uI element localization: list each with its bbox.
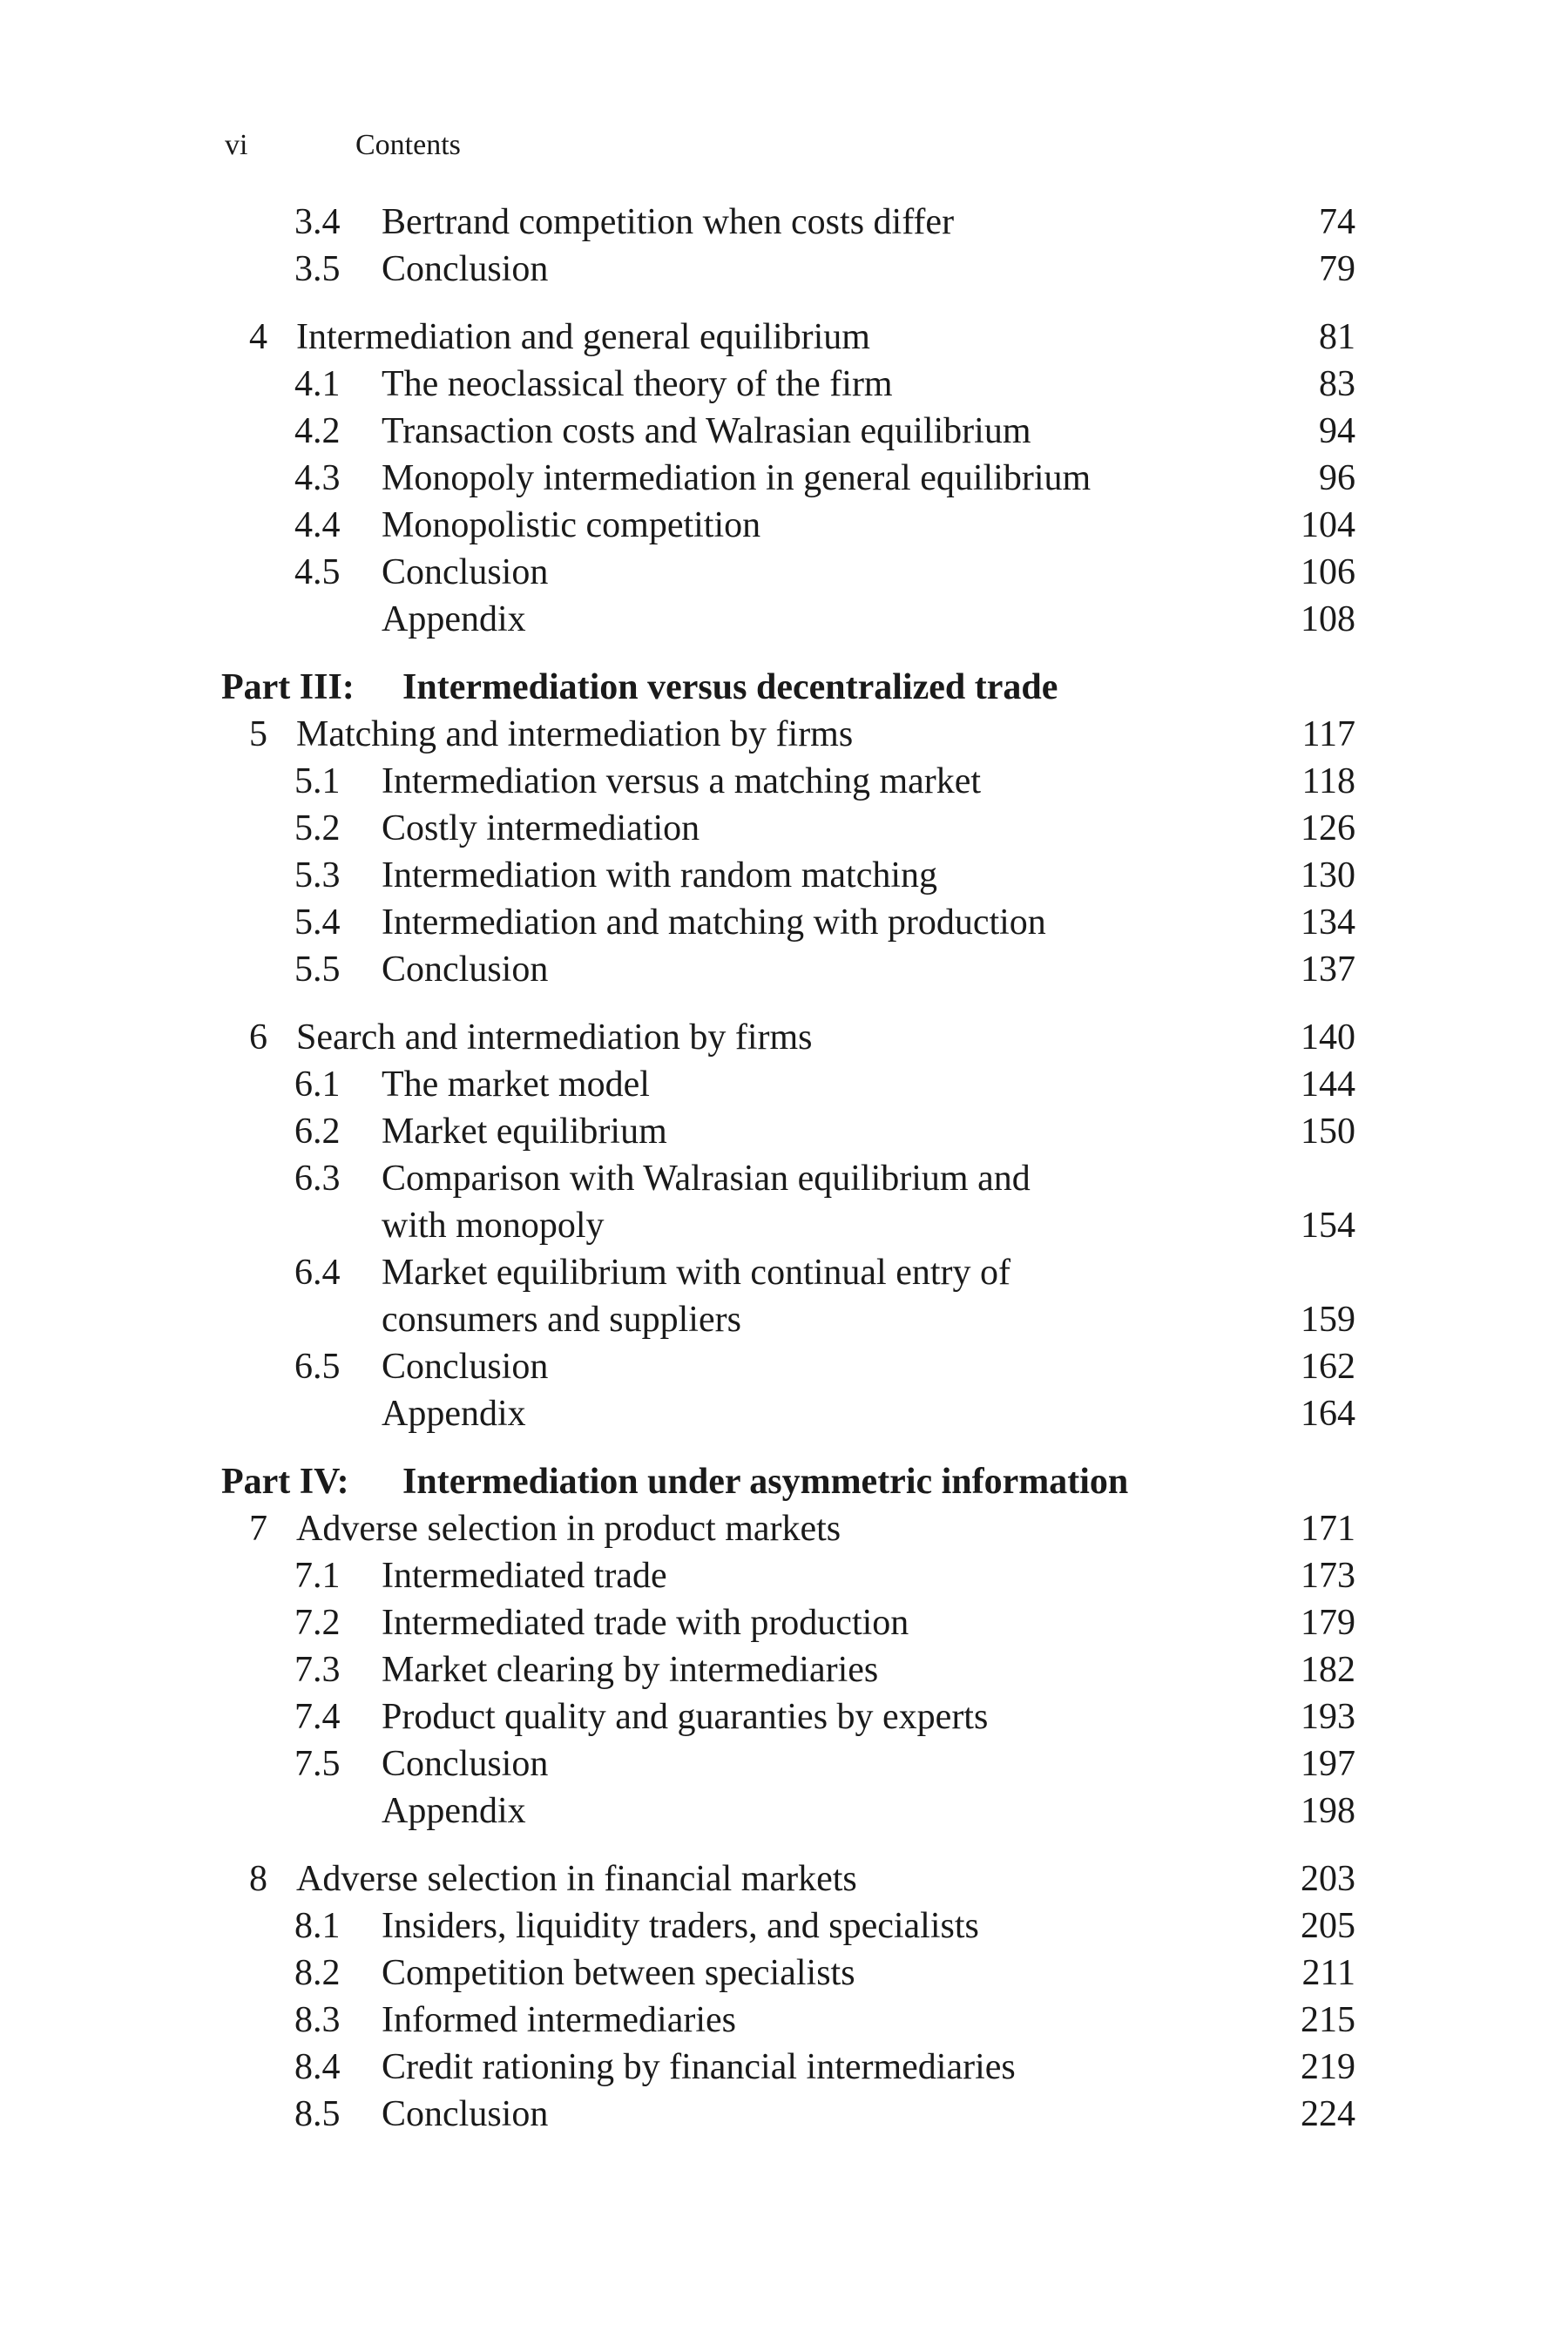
toc-section-entry — [0, 455, 1568, 502]
toc-section-entry — [0, 2091, 1568, 2138]
chapter-title: Intermediation and general equilibrium — [296, 317, 870, 357]
section-number: 5.2 — [294, 808, 341, 848]
section-number: 6.3 — [294, 1159, 341, 1199]
page-number: 83 — [1319, 364, 1355, 404]
toc-section-entry — [0, 1552, 1568, 1599]
section-title: Bertrand competition when costs differ — [382, 202, 955, 242]
toc-part-heading — [0, 1458, 1568, 1505]
part-title: Intermediation under asymmetric information — [402, 1462, 1129, 1502]
part-label: Part III: — [221, 667, 355, 707]
section-title: Appendix — [382, 599, 526, 639]
section-title: Intermediation versus a matching market — [382, 761, 982, 801]
toc-chapter-entry — [0, 314, 1568, 361]
page-number: 164 — [1301, 1394, 1355, 1434]
section-title: Product quality and guaranties by experts — [382, 1697, 989, 1737]
chapter-title: Matching and intermediation by firms — [296, 714, 854, 754]
toc-section-entry — [0, 1693, 1568, 1740]
page-number: 162 — [1301, 1347, 1355, 1387]
section-number: 4.5 — [294, 552, 341, 592]
section-title: Conclusion — [382, 1347, 549, 1387]
page-number: 130 — [1301, 855, 1355, 896]
section-number: 8.5 — [294, 2094, 341, 2134]
toc-section-entry — [0, 2044, 1568, 2091]
page-number: 108 — [1301, 599, 1355, 639]
section-number: 6.5 — [294, 1347, 341, 1387]
toc-section-entry — [0, 1646, 1568, 1693]
section-title: Conclusion — [382, 552, 549, 592]
chapter-number: 4 — [249, 317, 267, 357]
toc-section-entry — [0, 1155, 1568, 1202]
section-number: 6.4 — [294, 1253, 341, 1293]
toc-section-entry — [0, 1740, 1568, 1788]
section-title: Conclusion — [382, 249, 549, 289]
section-number: 5.1 — [294, 761, 341, 801]
page-number: 219 — [1301, 2047, 1355, 2087]
section-title: Conclusion — [382, 1744, 549, 1784]
section-title: Intermediation and matching with production — [382, 902, 1046, 943]
page-number: 173 — [1301, 1556, 1355, 1596]
page-number: 182 — [1301, 1650, 1355, 1690]
toc-section-entry — [0, 946, 1568, 993]
section-title: Conclusion — [382, 2094, 549, 2134]
toc-section-entry — [0, 1997, 1568, 2044]
toc-section-entry — [0, 1249, 1568, 1296]
section-number: 8.4 — [294, 2047, 341, 2087]
chapter-number: 7 — [249, 1509, 267, 1549]
toc-section-entry — [0, 502, 1568, 549]
section-title: Monopolistic competition — [382, 505, 761, 545]
page-number: 79 — [1319, 249, 1355, 289]
toc-section-entry — [0, 246, 1568, 293]
page-number: 198 — [1301, 1791, 1355, 1831]
toc-section-entry — [0, 1950, 1568, 1997]
page-header — [0, 129, 1568, 164]
section-number: 4.3 — [294, 458, 341, 498]
part-label: Part IV: — [221, 1462, 349, 1502]
toc-section-entry — [0, 408, 1568, 455]
table-of-contents — [0, 199, 1568, 2138]
section-number: 5.3 — [294, 855, 341, 896]
page-number: 203 — [1301, 1859, 1355, 1899]
toc-section-entry — [0, 1108, 1568, 1155]
toc-section-entry — [0, 199, 1568, 246]
toc-section-entry — [0, 852, 1568, 899]
section-title: Intermediated trade — [382, 1556, 667, 1596]
toc-spacer — [0, 643, 1568, 664]
page-folio: vi — [225, 129, 248, 161]
section-number: 7.3 — [294, 1650, 341, 1690]
section-title: Intermediation with random matching — [382, 855, 937, 896]
section-number: 4.1 — [294, 364, 341, 404]
page-number: 94 — [1319, 411, 1355, 451]
toc-section-entry — [0, 758, 1568, 805]
toc-spacer — [0, 1835, 1568, 1855]
toc-section-entry — [0, 1296, 1568, 1343]
page-number: 140 — [1301, 1017, 1355, 1058]
page-number: 150 — [1301, 1112, 1355, 1152]
section-number: 4.4 — [294, 505, 341, 545]
toc-section-entry — [0, 1390, 1568, 1437]
section-title: Intermediated trade with production — [382, 1603, 909, 1643]
toc-section-entry — [0, 549, 1568, 596]
toc-section-entry — [0, 1599, 1568, 1646]
section-number: 8.3 — [294, 2000, 341, 2040]
toc-section-entry — [0, 361, 1568, 408]
section-title: The market model — [382, 1064, 650, 1105]
section-title: Market equilibrium with continual entry of — [382, 1253, 1010, 1293]
toc-chapter-entry — [0, 1014, 1568, 1061]
section-title: Appendix — [382, 1791, 526, 1831]
section-title: with monopoly — [382, 1206, 605, 1246]
toc-section-entry — [0, 805, 1568, 852]
chapter-title: Adverse selection in financial markets — [296, 1859, 857, 1899]
section-number: 5.5 — [294, 950, 341, 990]
section-title: The neoclassical theory of the firm — [382, 364, 893, 404]
section-number: 7.2 — [294, 1603, 341, 1643]
toc-section-entry — [0, 1903, 1568, 1950]
section-number: 8.2 — [294, 1953, 341, 1993]
section-number: 7.4 — [294, 1697, 341, 1737]
toc-section-entry — [0, 1061, 1568, 1108]
page-number: 205 — [1301, 1906, 1355, 1946]
section-number: 7.5 — [294, 1744, 341, 1784]
page-number: 137 — [1301, 950, 1355, 990]
section-title: Appendix — [382, 1394, 526, 1434]
section-title: Informed intermediaries — [382, 2000, 736, 2040]
page-number: 96 — [1319, 458, 1355, 498]
toc-section-entry — [0, 1202, 1568, 1249]
section-number: 6.1 — [294, 1064, 341, 1105]
section-title: Monopoly intermediation in general equilibrium — [382, 458, 1092, 498]
page-number: 179 — [1301, 1603, 1355, 1643]
page-number: 74 — [1319, 202, 1355, 242]
page-number: 193 — [1301, 1697, 1355, 1737]
section-title: Credit rationing by financial intermediaries — [382, 2047, 1016, 2087]
section-number: 5.4 — [294, 902, 341, 943]
section-title: Costly intermediation — [382, 808, 700, 848]
running-title: Contents — [355, 129, 461, 161]
toc-part-heading — [0, 664, 1568, 711]
toc-chapter-entry — [0, 1505, 1568, 1552]
toc-chapter-entry — [0, 1855, 1568, 1903]
page-number: 215 — [1301, 2000, 1355, 2040]
page-number: 197 — [1301, 1744, 1355, 1784]
section-title: Market clearing by intermediaries — [382, 1650, 879, 1690]
section-title: Comparison with Walrasian equilibrium and — [382, 1159, 1031, 1199]
page-number: 159 — [1301, 1300, 1355, 1340]
section-title: Market equilibrium — [382, 1112, 667, 1152]
chapter-number: 6 — [249, 1017, 267, 1058]
page-number: 117 — [1301, 714, 1355, 754]
toc-section-entry — [0, 899, 1568, 946]
page-number: 211 — [1301, 1953, 1355, 1993]
toc-section-entry — [0, 1343, 1568, 1390]
chapter-title: Adverse selection in product markets — [296, 1509, 841, 1549]
page-number: 134 — [1301, 902, 1355, 943]
page-number: 154 — [1301, 1206, 1355, 1246]
section-number: 3.4 — [294, 202, 341, 242]
chapter-number: 8 — [249, 1859, 267, 1899]
toc-section-entry — [0, 596, 1568, 643]
toc-spacer — [0, 293, 1568, 314]
page-number: 104 — [1301, 505, 1355, 545]
page-number: 171 — [1301, 1509, 1355, 1549]
toc-chapter-entry — [0, 711, 1568, 758]
chapter-number: 5 — [249, 714, 267, 754]
section-number: 7.1 — [294, 1556, 341, 1596]
page-number: 144 — [1301, 1064, 1355, 1105]
toc-spacer — [0, 993, 1568, 1014]
page-number: 106 — [1301, 552, 1355, 592]
section-number: 4.2 — [294, 411, 341, 451]
section-title: Conclusion — [382, 950, 549, 990]
section-title: Transaction costs and Walrasian equilibrium — [382, 411, 1031, 451]
toc-spacer — [0, 1437, 1568, 1458]
section-number: 6.2 — [294, 1112, 341, 1152]
section-title: Insiders, liquidity traders, and specialists — [382, 1906, 979, 1946]
section-number: 8.1 — [294, 1906, 341, 1946]
page-number: 81 — [1319, 317, 1355, 357]
page-number: 118 — [1301, 761, 1355, 801]
toc-section-entry — [0, 1788, 1568, 1835]
page-number: 224 — [1301, 2094, 1355, 2134]
section-number: 3.5 — [294, 249, 341, 289]
page-number: 126 — [1301, 808, 1355, 848]
section-title: consumers and suppliers — [382, 1300, 741, 1340]
section-title: Competition between specialists — [382, 1953, 855, 1993]
part-title: Intermediation versus decentralized trade — [402, 667, 1058, 707]
chapter-title: Search and intermediation by firms — [296, 1017, 813, 1058]
